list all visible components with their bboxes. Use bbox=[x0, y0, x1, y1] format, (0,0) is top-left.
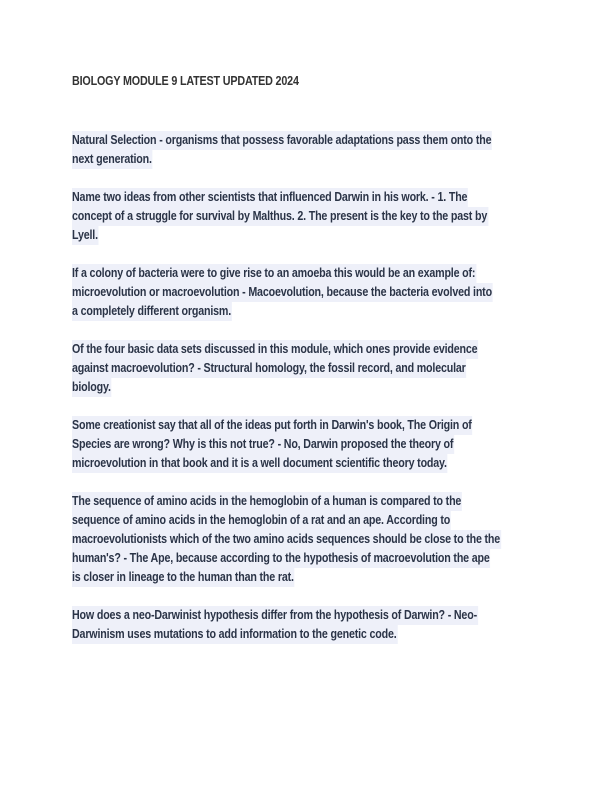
qa-text: If a colony of bacteria were to give rise to an amoeba this would be an example of: bbox=[72, 264, 476, 283]
document-body bbox=[72, 131, 540, 663]
document-title: BIOLOGY MODULE 9 LATEST UPDATED 2024 bbox=[72, 74, 299, 88]
qa-text: Name two ideas from other scientists that influenced Darwin in his work. - 1. The bbox=[72, 188, 468, 207]
qa-text-line bbox=[72, 454, 540, 473]
qa-text-line bbox=[72, 492, 540, 511]
qa-text: The sequence of amino acids in the hemoglobin of a human is compared to the bbox=[72, 492, 462, 511]
qa-text: Lyell. bbox=[72, 226, 99, 245]
qa-text-line bbox=[72, 530, 540, 549]
qa-text: is closer in lineage to the human than the rat. bbox=[72, 568, 295, 587]
qa-text: Darwinism uses mutations to add information to the genetic code. bbox=[72, 625, 397, 644]
qa-text: Natural Selection - organisms that possess favorable adaptations pass them onto the bbox=[72, 131, 492, 150]
qa-item bbox=[72, 492, 540, 587]
qa-item bbox=[72, 264, 540, 321]
qa-text-line bbox=[72, 625, 540, 644]
qa-text-line bbox=[72, 416, 540, 435]
qa-text: concept of a struggle for survival by Malthus. 2. The present is the key to the past by bbox=[72, 207, 488, 226]
qa-text: Of the four basic data sets discussed in this module, which ones provide evidence bbox=[72, 340, 478, 359]
qa-text-line bbox=[72, 283, 540, 302]
qa-text-line bbox=[72, 188, 540, 207]
qa-text: sequence of amino acids in the hemoglobin of a rat and an ape. According to bbox=[72, 511, 451, 530]
qa-text-line bbox=[72, 131, 540, 150]
qa-text-line bbox=[72, 359, 540, 378]
qa-text-line bbox=[72, 340, 540, 359]
qa-text: biology. bbox=[72, 378, 112, 397]
qa-text-line bbox=[72, 226, 540, 245]
qa-item bbox=[72, 606, 540, 644]
qa-text: a completely different organism. bbox=[72, 302, 232, 321]
qa-item bbox=[72, 188, 540, 245]
qa-text-line bbox=[72, 511, 540, 530]
qa-item bbox=[72, 340, 540, 397]
qa-item bbox=[72, 131, 540, 169]
qa-text-line bbox=[72, 549, 540, 568]
qa-text: next generation. bbox=[72, 150, 153, 169]
qa-text-line bbox=[72, 302, 540, 321]
qa-text-line bbox=[72, 606, 540, 625]
qa-text: macroevolutionists which of the two amino acids sequences should be close to the the bbox=[72, 530, 501, 549]
qa-text-line bbox=[72, 378, 540, 397]
qa-text: microevolution in that book and it is a well document scientific theory today. bbox=[72, 454, 448, 473]
qa-text: human's? - The Ape, because according to the hypothesis of macroevolution the ape bbox=[72, 549, 491, 568]
qa-item bbox=[72, 416, 540, 473]
qa-text-line bbox=[72, 264, 540, 283]
qa-text: against macroevolution? - Structural homology, the fossil record, and molecular bbox=[72, 359, 467, 378]
qa-text: Species are wrong? Why is this not true? - No, Darwin proposed the theory of bbox=[72, 435, 454, 454]
qa-text-line bbox=[72, 568, 540, 587]
qa-text: microevolution or macroevolution - Macoevolution, because the bacteria evolved into bbox=[72, 283, 493, 302]
qa-text: How does a neo-Darwinist hypothesis differ from the hypothesis of Darwin? - Neo- bbox=[72, 606, 478, 625]
qa-text: Some creationist say that all of the ideas put forth in Darwin's book, The Origin of bbox=[72, 416, 473, 435]
qa-text-line bbox=[72, 150, 540, 169]
qa-text-line bbox=[72, 435, 540, 454]
qa-text-line bbox=[72, 207, 540, 226]
